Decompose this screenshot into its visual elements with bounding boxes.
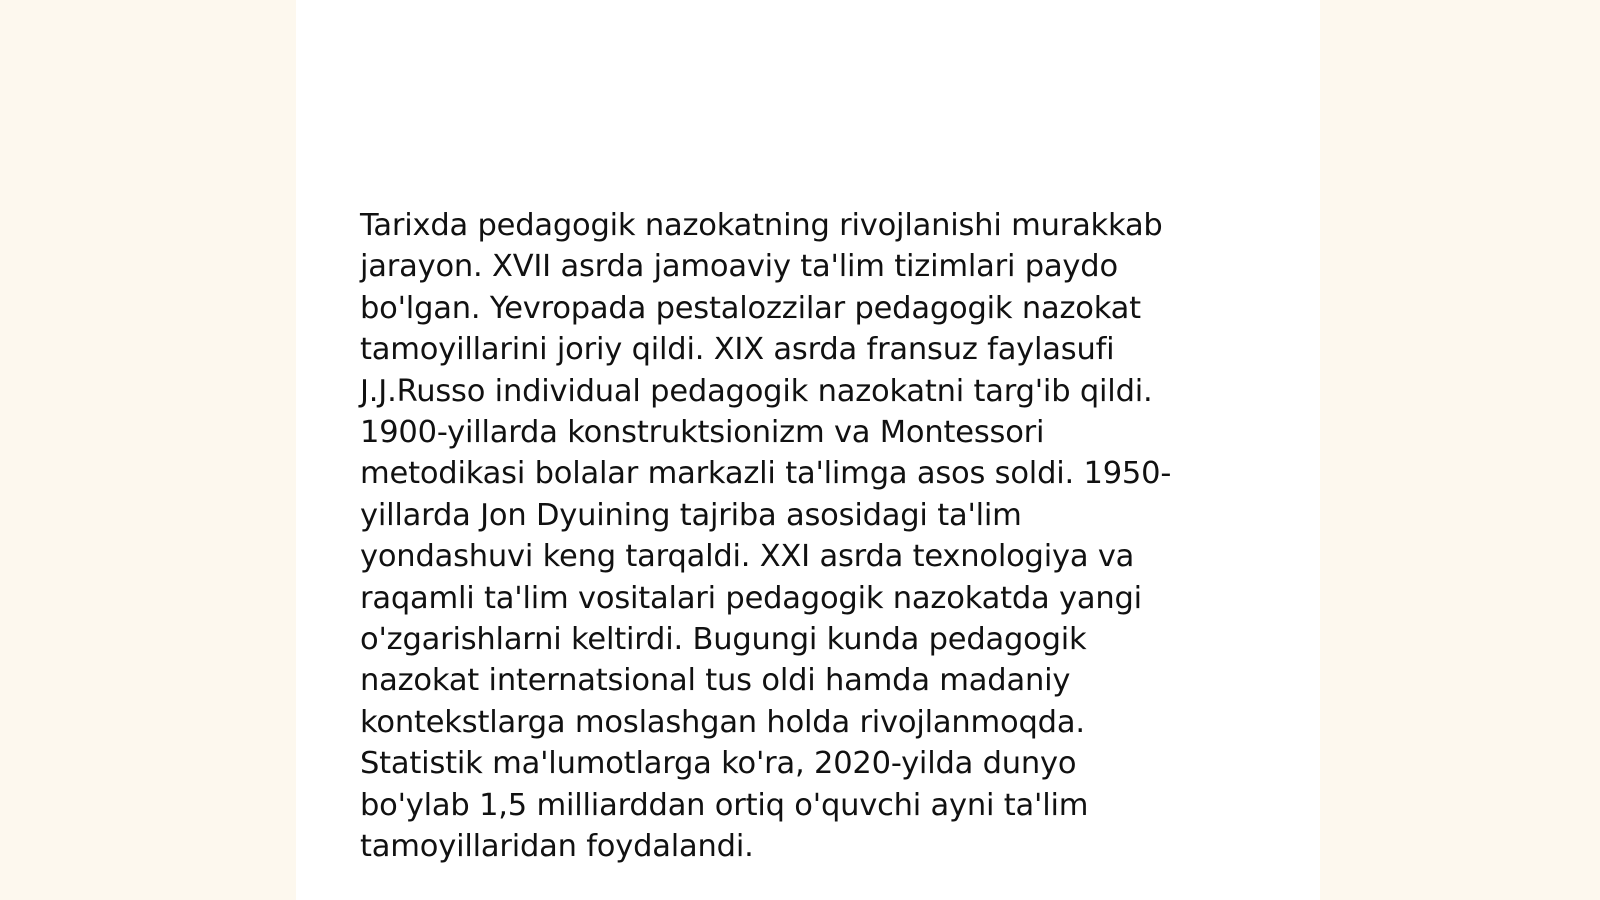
paragraph-line: tamoyillarini joriy qildi. XIX asrda fransuz faylasufi [360,332,1115,368]
paragraph-line: Statistik ma'lumotlarga ko'ra, 2020-yilda dunyo [360,746,1077,782]
paragraph-line: J.J.Russo individual pedagogik nazokatni targ'ib qildi. [360,373,1153,409]
paragraph-line: kontekstlarga moslashgan holda rivojlanmoqda. [360,704,1085,740]
document-page [296,0,1320,900]
paragraph-line: yillarda Jon Dyuining tajriba asosidagi ta'lim [360,497,1022,533]
paragraph-line: nazokat internatsional tus oldi hamda madaniy [360,663,1071,699]
paragraph-line: bo'ylab 1,5 milliarddan ortiq o'quvchi ayni ta'lim [360,787,1089,823]
paragraph-line: raqamli ta'lim vositalari pedagogik nazokatda yangi [360,580,1142,616]
paragraph-line: metodikasi bolalar markazli ta'limga asos soldi. 1950- [360,456,1172,492]
paragraph-line: o'zgarishlarni keltirdi. Bugungi kunda pedagogik [360,622,1087,658]
body-paragraph [360,205,1250,868]
paragraph-line: yondashuvi keng tarqaldi. XXI asrda texnologiya va [360,539,1135,575]
paragraph-line: Tarixda pedagogik nazokatning rivojlanishi murakkab [360,208,1163,243]
paragraph-line: jarayon. XVII asrda jamoaviy ta'lim tizimlari paydo [360,249,1118,285]
paragraph-line: bo'lgan. Yevropada pestalozzilar pedagogik nazokat [360,290,1141,326]
paragraph-line: 1900-yillarda konstruktsionizm va Montessori [360,415,1045,451]
paragraph-line: tamoyillaridan foydalandi. [360,829,754,865]
